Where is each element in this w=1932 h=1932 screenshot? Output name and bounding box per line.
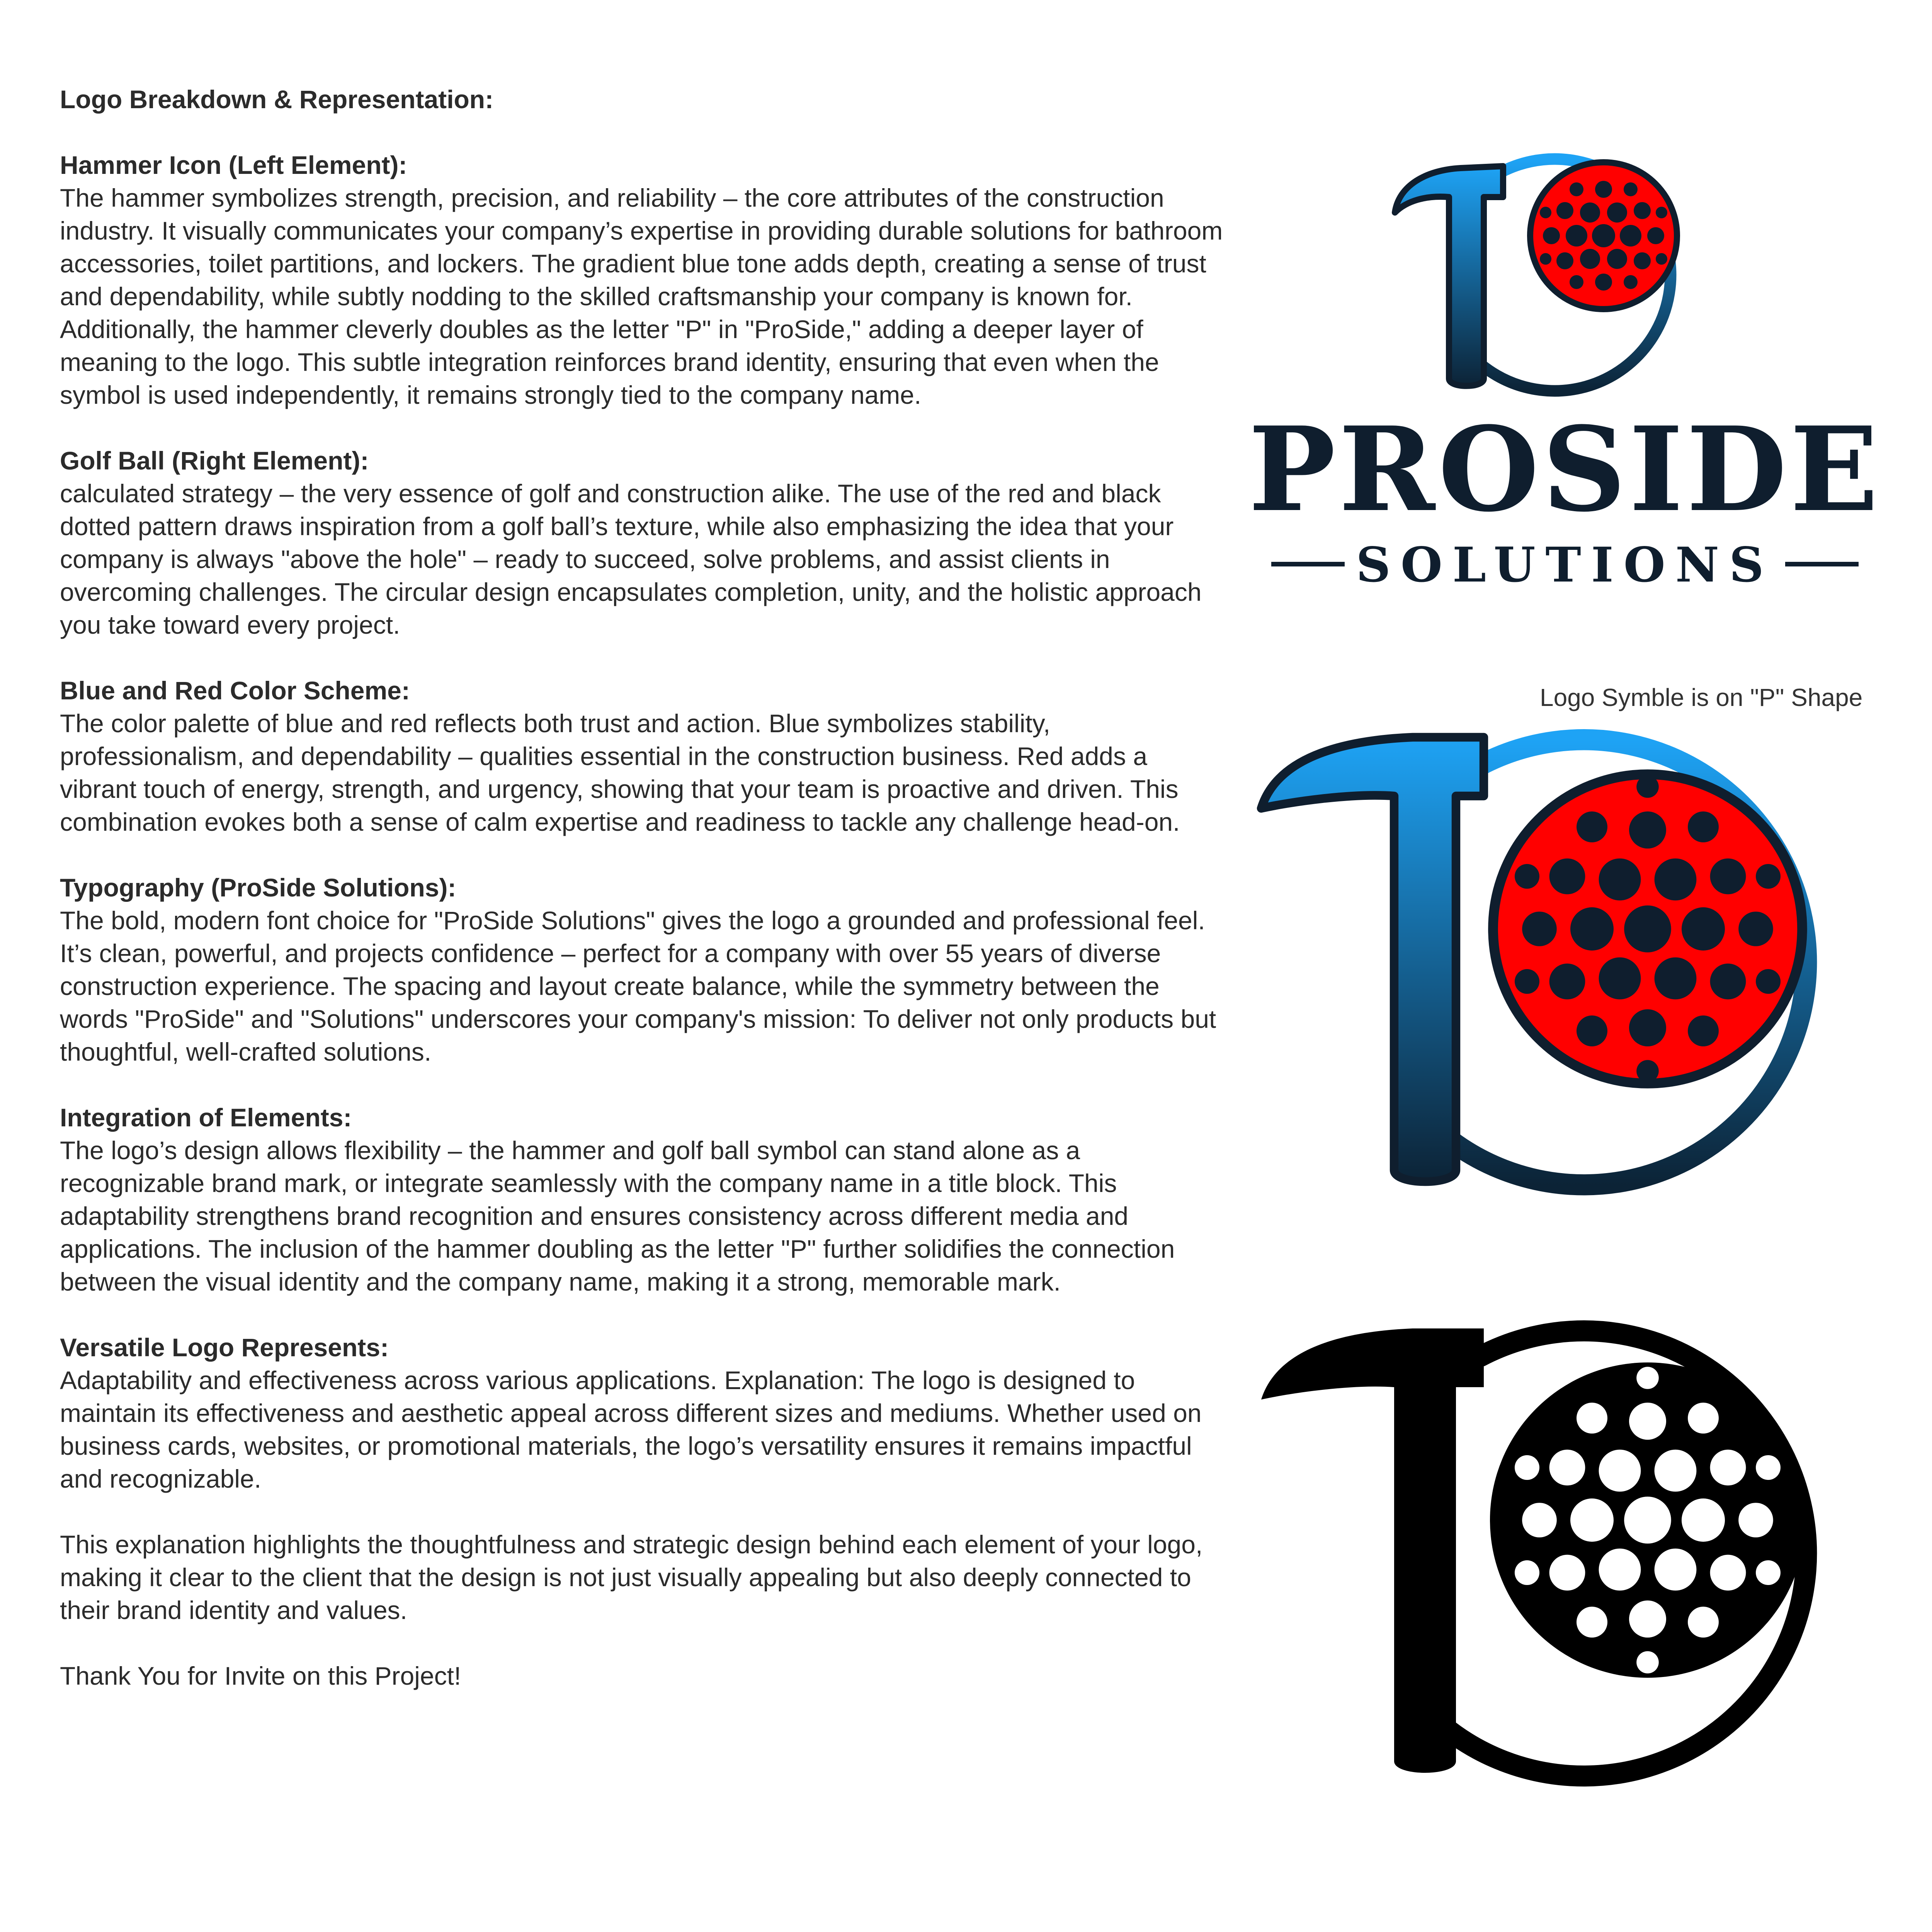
hammer-icon — [1261, 737, 1484, 1182]
section-body: The logo’s design allows flexibility – the hammer and golf ball symbol can stand alone as a recognizable brand mark, or integrate seamlessly with the company name in a title block. This adaptability strengthens brand recognition and ensures consistency across different media and applications. The inclusion of the hammer doubling as the letter "P" further solidifies the connection between the visual identity and the company name, making it a strong, memorable mark. — [60, 1136, 1175, 1296]
explanation-text — [60, 83, 1227, 1692]
section-title: Versatile Logo Represents: — [60, 1333, 389, 1362]
golf-ball-icon — [1490, 1362, 1805, 1678]
section-body: The color palette of blue and red reflects both trust and action. Blue symbolizes stability, professionalism, and dependability – qualities essential in the construction business. Red adds a vibrant touch of energy, strength, and urgency, showing that your team is proactive and driven. This combination evokes both a sense of calm expertise and readiness to tackle any challenge head-on. — [60, 709, 1180, 836]
section-title: Typography (ProSide Solutions): — [60, 873, 456, 902]
hammer-icon — [1261, 1328, 1484, 1773]
logo-symbol-color — [1252, 734, 1870, 1198]
section-hammer — [60, 149, 1227, 412]
wordmark — [1248, 401, 1882, 599]
section-integration — [60, 1101, 1227, 1298]
golf-ball-icon — [1493, 774, 1802, 1083]
section-body: Adaptability and effectiveness across various applications. Explanation: The logo is designed to maintain its effectiveness and aesthetic appeal across different sizes and mediums. Whether used on business cards, websites, or promotional materials, the logo’s versatility ensures it remains impactful and recognizable. — [60, 1366, 1202, 1493]
golf-ball-icon — [1530, 162, 1677, 309]
thank-you-note: Thank You for Invite on this Project! — [60, 1662, 461, 1690]
section-body: The hammer symbolizes strength, precision, and reliability – the core attributes of the construction industry. It visually communicates your company’s expertise in providing durable solutions for bathroom accessories, toilet partitions, and lockers. The gradient blue tone adds depth, creating a sense of trust and dependability, while subtly nodding to the skilled craftsmanship your company is known for. Additionally, the hammer cleverly doubles as the letter "P" in "ProSide," adding a deeper layer of meaning to the logo. This subtle integration reinforces brand identity, ensuring that even when the symbol is used independently, it remains strongly tied to the company name. — [60, 184, 1223, 409]
brand-tagline: SOLUTIONS — [1356, 537, 1774, 593]
logo-full-color — [1376, 147, 1762, 417]
closing-paragraph: This explanation highlights the thoughtfulness and strategic design behind each element of your logo, making it clear to the client that the design is not just visually appealing but also deeply connected to their brand identity and values. — [60, 1530, 1203, 1624]
section-title: Hammer Icon (Left Element): — [60, 151, 407, 179]
section-body: calculated strategy – the very essence of golf and construction alike. The use of the red and black dotted pattern draws inspiration from a golf ball’s texture, while also emphasizing the idea that your company is always "above the hole" – ready to succeed, solve problems, and assist clients in overcoming challenges. The circular design encapsulates completion, unity, and the holistic approach you take toward every project. — [60, 479, 1202, 639]
section-versatile — [60, 1331, 1227, 1495]
section-golf-ball — [60, 444, 1227, 641]
section-color-scheme — [60, 674, 1227, 838]
brand-name: PROSIDE — [1248, 401, 1882, 537]
document-heading: Logo Breakdown & Representation: — [60, 85, 494, 114]
section-title: Integration of Elements: — [60, 1103, 352, 1132]
section-body: The bold, modern font choice for "ProSide Solutions" gives the logo a grounded and professional feel. It’s clean, powerful, and projects confidence – perfect for a company with over 55 years of diverse construction experience. The spacing and layout create balance, while the symmetry between the words "ProSide" and "Solutions" underscores your company's mission: To deliver not only products but thoughtful, well-crafted solutions. — [60, 906, 1216, 1066]
logo-caption: Logo Symble is on "P" Shape — [1540, 684, 1863, 711]
logo-symbol-black — [1252, 1325, 1870, 1789]
section-title: Golf Ball (Right Element): — [60, 446, 369, 475]
hammer-icon — [1395, 166, 1503, 386]
section-title: Blue and Red Color Scheme: — [60, 676, 410, 705]
section-typography — [60, 871, 1227, 1068]
